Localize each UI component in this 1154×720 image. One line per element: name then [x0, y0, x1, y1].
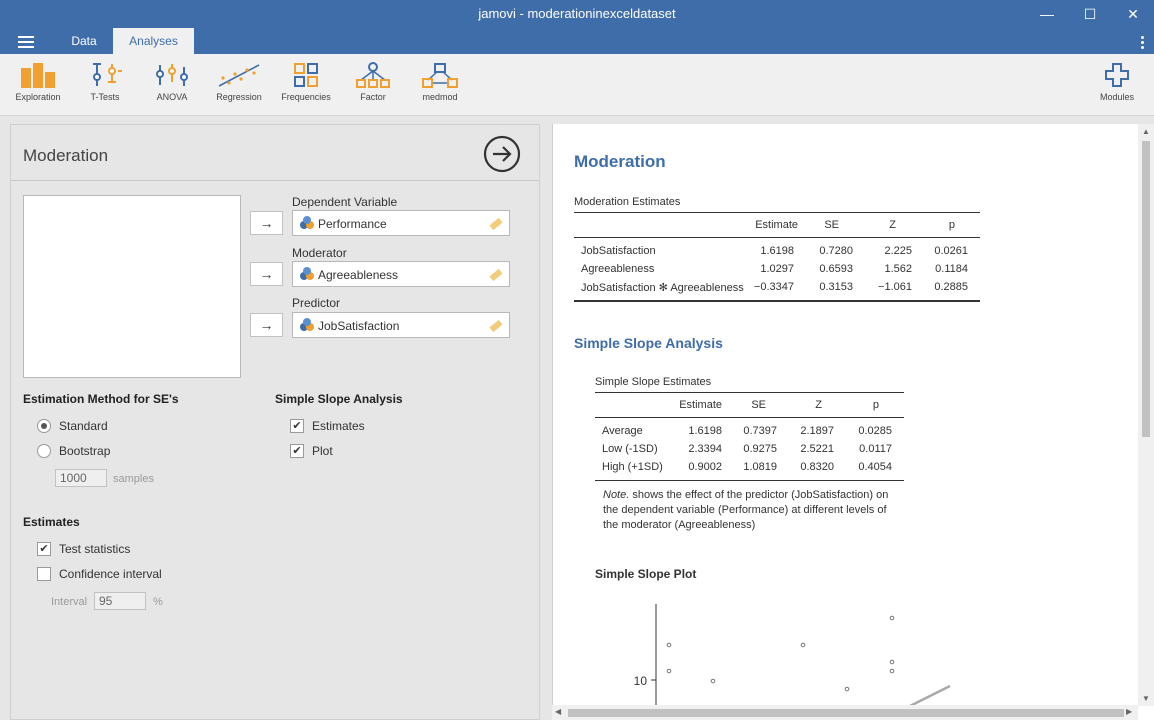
data-point [890, 660, 894, 664]
samples-input[interactable]: 1000 [55, 469, 107, 487]
move-dependent-button[interactable]: → [250, 211, 283, 235]
regression-label: Regression [216, 92, 262, 102]
modules-label: Modules [1099, 92, 1135, 102]
data-point [711, 679, 715, 683]
tab-bar [0, 28, 1154, 54]
medmod-icon [421, 62, 459, 88]
options-header [11, 125, 539, 181]
header-z: Z [815, 399, 822, 411]
data-point [890, 616, 894, 620]
exploration-button[interactable] [5, 62, 71, 102]
confidence-interval-label: Confidence interval [59, 567, 162, 581]
maximize-button[interactable]: ☐ [1083, 5, 1097, 22]
check-icon: ✔ [290, 419, 304, 433]
exploration-icon [19, 62, 57, 88]
predictor-label: Predictor [292, 296, 341, 310]
minimize-button[interactable]: — [1040, 6, 1054, 22]
tab-data[interactable]: Data [71, 34, 97, 48]
table-cell: 0.1184 [935, 263, 968, 275]
continuous-variable-icon [299, 216, 315, 230]
check-icon: ✔ [290, 444, 304, 458]
options-panel [10, 124, 540, 720]
table-rule [595, 392, 904, 393]
window-title: jamovi - moderationinexceldataset [478, 6, 676, 21]
table-cell: 0.2885 [934, 281, 968, 293]
table-cell: 0.0117 [859, 443, 892, 455]
simple-slope-plot [613, 599, 973, 709]
header-p: p [872, 399, 879, 411]
table-rule [574, 300, 980, 302]
header-se: SE [824, 219, 839, 231]
plot-checkbox[interactable] [290, 444, 333, 458]
estimates-heading: Estimates [23, 515, 80, 529]
menu-icon[interactable] [18, 36, 34, 48]
standard-radio[interactable] [37, 419, 108, 433]
test-statistics-label: Test statistics [59, 542, 131, 556]
predictor-field[interactable] [292, 312, 510, 338]
slope-line [908, 686, 950, 707]
ruler-icon [489, 268, 503, 282]
table-cell: 2.5221 [800, 443, 834, 455]
data-point [845, 687, 849, 691]
moderator-field[interactable] [292, 261, 510, 287]
frequencies-icon [287, 62, 325, 88]
table-rule [574, 212, 980, 213]
moderation-table-title: Moderation Estimates [574, 196, 681, 208]
horizontal-scroll-thumb[interactable] [568, 709, 1124, 717]
variable-list[interactable] [23, 195, 241, 378]
table-note [603, 488, 903, 533]
factor-button[interactable] [340, 62, 406, 102]
table-cell: 1.6198 [760, 245, 794, 257]
title-bar [0, 0, 1154, 28]
ss-plot-label: Plot [312, 444, 333, 458]
ruler-icon [489, 319, 503, 333]
table-cell: 0.3153 [819, 281, 853, 293]
more-options-icon[interactable] [1141, 36, 1144, 51]
scroll-left-icon[interactable]: ◀ [555, 707, 562, 716]
table-rule [595, 417, 904, 418]
vertical-scrollbar[interactable] [1138, 124, 1154, 706]
ss-estimates-label: Estimates [312, 419, 365, 433]
table-cell: 0.4054 [858, 461, 892, 473]
simple-slope-plot-title: Simple Slope Plot [595, 567, 697, 581]
data-point [801, 643, 805, 647]
table-cell: High (+1SD) [602, 461, 663, 473]
anova-icon [153, 62, 191, 88]
estimation-method-heading: Estimation Method for SE's [23, 392, 179, 406]
close-button[interactable]: ✕ [1127, 5, 1139, 22]
scroll-up-icon[interactable]: ▲ [1142, 127, 1150, 136]
modules-button[interactable] [1084, 62, 1150, 102]
medmod-button[interactable] [407, 62, 473, 102]
regression-icon [217, 62, 261, 88]
table-cell: 2.225 [884, 245, 912, 257]
horizontal-scrollbar[interactable] [552, 705, 1138, 720]
table-cell: JobSatisfaction [581, 245, 656, 257]
radio-selected-icon [37, 419, 51, 433]
move-moderator-button[interactable]: → [250, 262, 283, 286]
table-cell: Low (-1SD) [602, 443, 658, 455]
data-point [667, 643, 671, 647]
estimates-checkbox[interactable] [290, 419, 365, 433]
frequencies-label: Frequencies [281, 92, 331, 102]
unchecked-box-icon [37, 567, 51, 581]
test-statistics-checkbox[interactable] [37, 542, 130, 556]
table-cell: 0.7280 [819, 245, 853, 257]
table-cell: 0.9002 [688, 461, 722, 473]
header-estimate: Estimate [755, 219, 798, 231]
table-cell: −0.3347 [753, 281, 794, 293]
data-point [890, 669, 894, 673]
dependent-label: Dependent Variable [292, 195, 398, 209]
samples-label: samples [113, 473, 154, 485]
bootstrap-label: Bootstrap [59, 444, 111, 458]
standard-label: Standard [59, 419, 108, 433]
moderation-table [574, 212, 980, 304]
results-panel [552, 124, 1154, 720]
table-cell: −1.061 [878, 281, 912, 293]
table-cell: 0.6593 [819, 263, 853, 275]
table-rule [574, 237, 980, 238]
header-z: Z [889, 219, 896, 231]
scroll-down-icon[interactable]: ▼ [1142, 694, 1150, 703]
ttests-button[interactable] [72, 62, 138, 102]
table-cell: 1.562 [884, 263, 912, 275]
simple-slope-table [595, 392, 904, 484]
interval-input[interactable]: 95 [94, 592, 146, 610]
note-line-2: the dependent variable (Performance) at different levels of [603, 504, 887, 516]
simple-slope-heading: Simple Slope Analysis [275, 392, 403, 406]
regression-button[interactable] [206, 62, 272, 102]
table-cell: 1.6198 [688, 425, 722, 437]
table-rule [595, 480, 904, 481]
vertical-scroll-thumb[interactable] [1142, 141, 1150, 437]
radio-unselected-icon [37, 444, 51, 458]
table-cell: 1.0297 [760, 263, 794, 275]
check-icon: ✔ [37, 542, 51, 556]
simple-slope-analysis-title: Simple Slope Analysis [574, 335, 723, 351]
scroll-right-icon[interactable]: ▶ [1126, 707, 1133, 716]
percent-label: % [153, 596, 163, 608]
analysis-ribbon [0, 54, 1154, 116]
table-cell: 2.3394 [688, 443, 722, 455]
table-cell: 2.1897 [800, 425, 834, 437]
tab-analyses[interactable]: Analyses [113, 28, 194, 54]
run-arrow-icon[interactable] [483, 135, 521, 173]
continuous-variable-icon [299, 267, 315, 281]
note-line-3: the moderator (Agreeableness) [603, 519, 756, 531]
results-title: Moderation [574, 152, 666, 171]
bootstrap-radio[interactable] [37, 444, 110, 458]
moderator-value: Agreeableness [318, 268, 399, 282]
anova-label: ANOVA [156, 92, 188, 102]
table-cell: 0.0261 [934, 245, 968, 257]
header-p: p [948, 219, 955, 231]
header-se: SE [751, 399, 766, 411]
table-cell: Average [602, 425, 643, 437]
table-cell: Agreeableness [581, 263, 655, 275]
note-text: shows the effect of the predictor (JobSatisfaction) on [632, 489, 889, 501]
ttests-icon [86, 62, 124, 88]
table-cell: 1.0819 [743, 461, 777, 473]
frequencies-button[interactable] [273, 62, 339, 102]
note-label: Note. [603, 489, 630, 501]
header-estimate: Estimate [679, 399, 722, 411]
table-cell: JobSatisfaction ✻ Agreeableness [581, 282, 744, 294]
predictor-value: JobSatisfaction [318, 319, 400, 333]
ruler-icon [489, 217, 503, 231]
continuous-variable-icon [299, 318, 315, 332]
move-predictor-button[interactable]: → [250, 313, 283, 337]
medmod-label: medmod [422, 92, 458, 102]
plus-icon [1104, 62, 1130, 88]
table-cell: 0.7397 [743, 425, 777, 437]
anova-button[interactable] [139, 62, 205, 102]
simple-slope-table-title: Simple Slope Estimates [595, 376, 712, 388]
options-title: Moderation [23, 146, 109, 165]
exploration-label: Exploration [15, 92, 61, 102]
factor-icon [354, 62, 392, 88]
table-cell: 0.8320 [800, 461, 834, 473]
confidence-interval-checkbox[interactable] [37, 567, 162, 581]
table-cell: 0.9275 [743, 443, 777, 455]
dependent-field[interactable] [292, 210, 510, 236]
data-point [667, 669, 671, 673]
dependent-value: Performance [318, 217, 387, 231]
interval-label: Interval [51, 596, 88, 608]
ttests-label: T-Tests [90, 92, 120, 102]
moderator-label: Moderator [292, 246, 347, 260]
factor-label: Factor [360, 92, 386, 102]
y-tick-label: 10 [633, 674, 647, 688]
table-cell: 0.0285 [858, 425, 892, 437]
